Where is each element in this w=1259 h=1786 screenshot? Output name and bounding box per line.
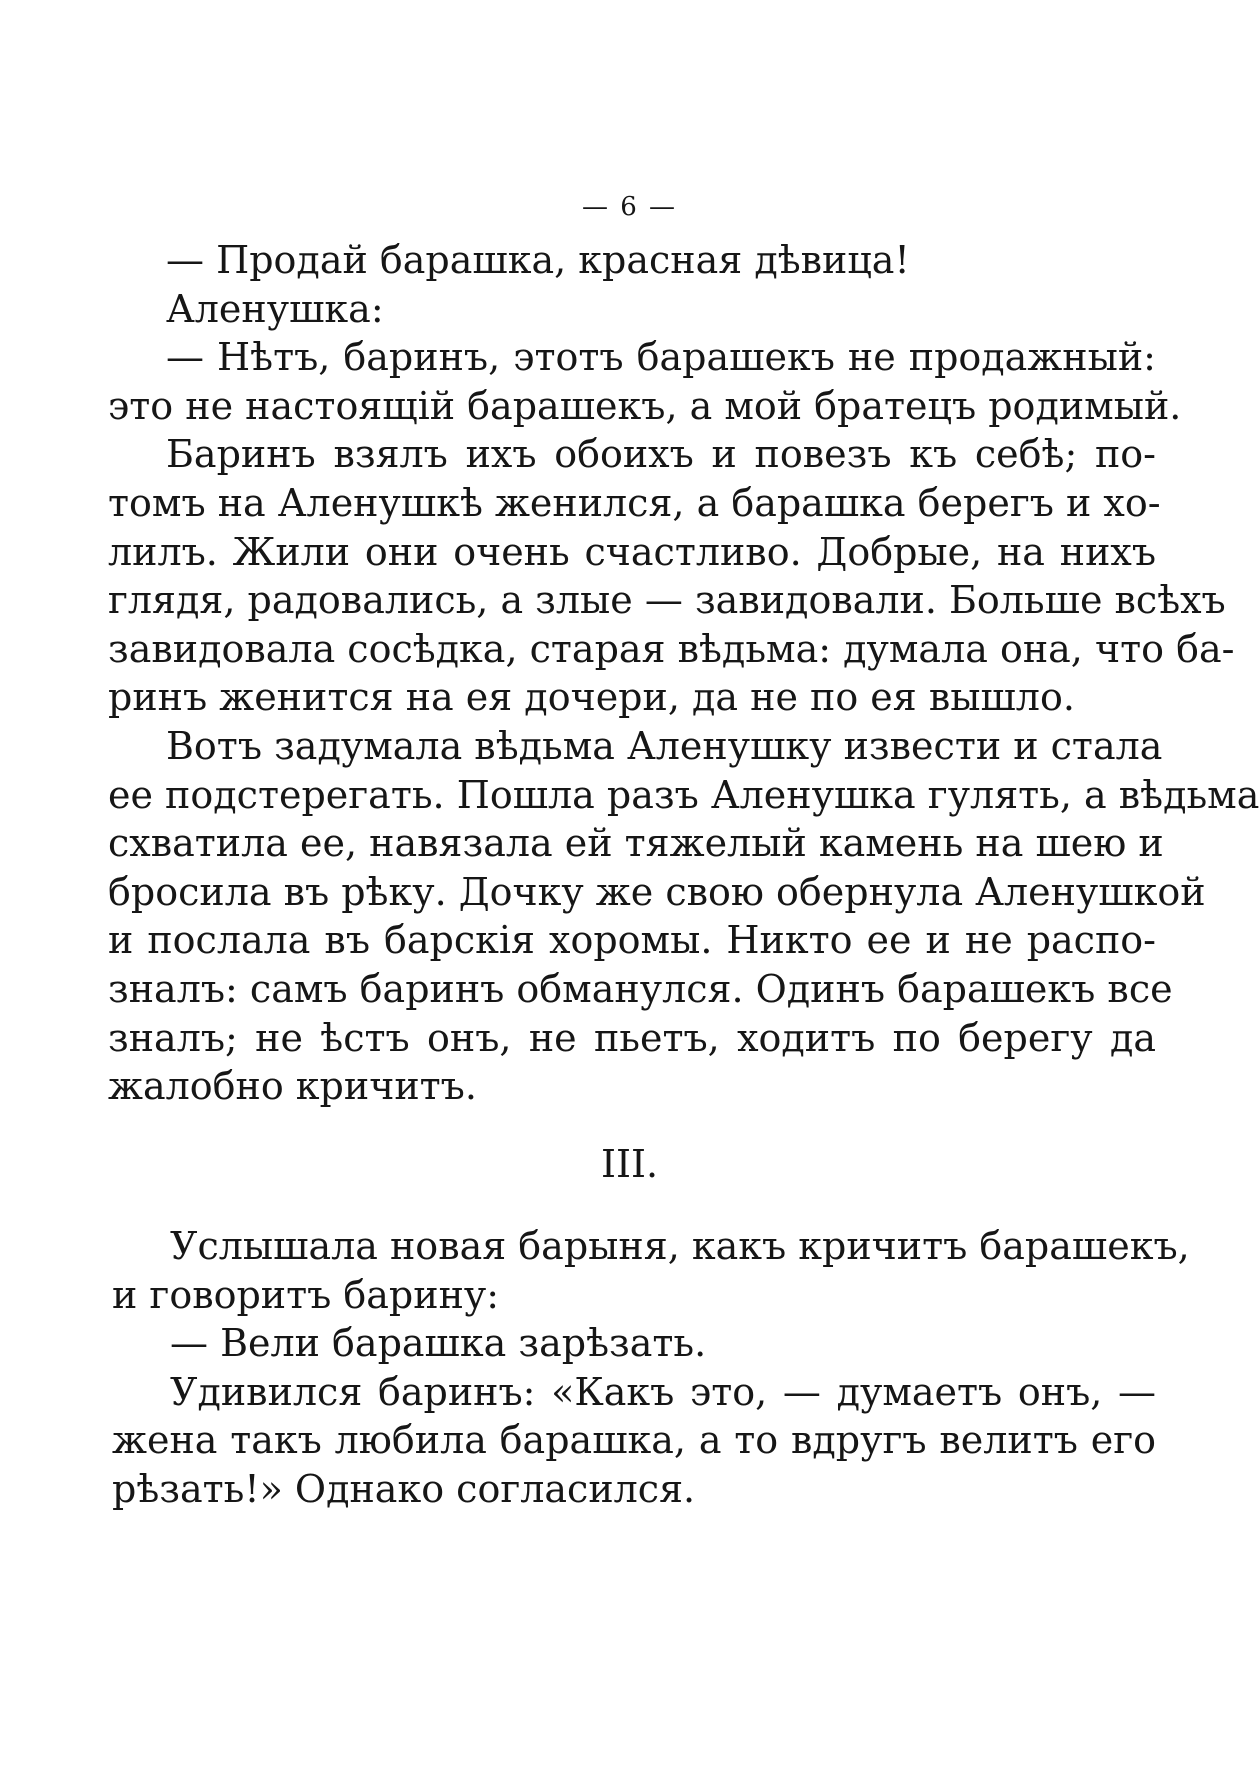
text-line: — Вели барашка зарѣзать.	[170, 1321, 707, 1366]
text-line: Услышала новая барыня, какъ кричитъ барашекъ,	[170, 1224, 1190, 1268]
text-line: — Продай барашка, красная дѣвица!	[166, 238, 910, 282]
section-heading: III.	[600, 1142, 659, 1186]
text-line: лилъ. Жили они очень счастливо. Добрые, на нихъ	[108, 529, 1156, 574]
text-line: глядя, радовались, а злые — завидовали. Больше всѣхъ	[108, 578, 1226, 623]
text-line: — Нѣтъ, баринъ, этотъ барашекъ не продажный:	[166, 335, 1156, 380]
text-line: жалобно кричитъ.	[108, 1064, 477, 1109]
text-line: жена такъ любила барашка, а то вдругъ велитъ его	[112, 1418, 1156, 1463]
text-block-before-heading	[108, 236, 1259, 1111]
text-block-after-heading	[112, 1222, 1190, 1514]
text-line: бросила въ рѣку. Дочку же свою обернула Аленушкой	[108, 869, 1206, 914]
text-line: Аленушка:	[166, 286, 384, 331]
text-line: Удивился баринъ: «Какъ это, — думаетъ онъ, —	[170, 1369, 1156, 1414]
text-line: ее подстерегать. Пошла разъ Аленушка гулять, а вѣдьма	[108, 772, 1259, 817]
text-line: рѣзать!» Однако согласился.	[112, 1466, 696, 1511]
text-line: это не настоящій барашекъ, а мой братецъ родимый.	[108, 383, 1182, 428]
page-number: — 6 —	[581, 192, 678, 222]
text-line: и послала въ барскія хоромы. Никто ее и не распо-	[108, 918, 1156, 963]
text-line: Вотъ задумала вѣдьма Аленушку извести и стала	[166, 723, 1163, 768]
text-line: Баринъ взялъ ихъ обоихъ и повезъ къ себѣ; по-	[166, 432, 1156, 477]
text-line: зналъ: самъ баринъ обманулся. Одинъ барашекъ все	[108, 966, 1173, 1011]
text-line: зналъ; не ѣстъ онъ, не пьетъ, ходитъ по берегу да	[108, 1015, 1156, 1060]
text-line: и говоритъ барину:	[112, 1272, 500, 1317]
text-line: завидовала сосѣдка, старая вѣдьма: думала она, что ба-	[108, 626, 1235, 671]
text-line: схватила ее, навязала ей тяжелый камень на шею и	[108, 821, 1164, 866]
text-line: томъ на Аленушкѣ женился, а барашка берегъ и хо-	[108, 480, 1161, 525]
text-line: ринъ женится на ея дочери, да не по ея вышло.	[108, 675, 1075, 720]
